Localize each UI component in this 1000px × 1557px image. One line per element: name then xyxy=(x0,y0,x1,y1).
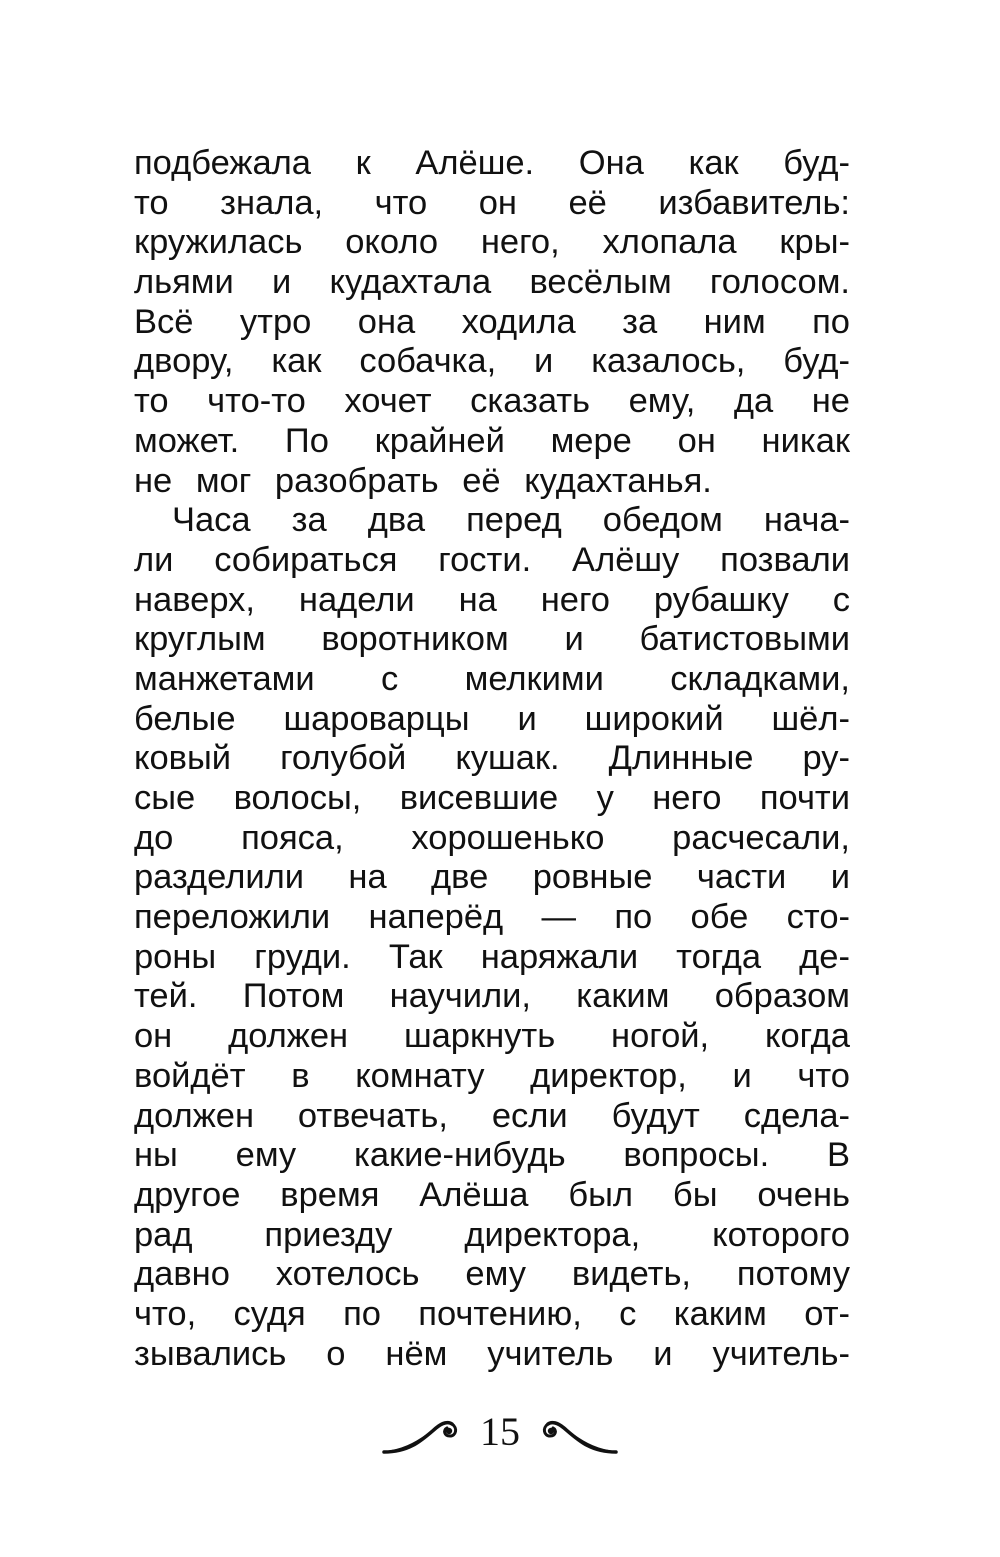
text-line: льями и кудахтала весёлым голосом. xyxy=(134,263,850,302)
text-line: переложили наперёд — по обе сто- xyxy=(134,898,850,937)
text-line: тей. Потом научили, каким образом xyxy=(134,977,850,1016)
text-line: рад приезду директора, которого xyxy=(134,1215,850,1254)
text-line: может. По крайней мере он никак xyxy=(134,421,850,460)
text-line: подбежала к Алёше. Она как буд- xyxy=(134,144,850,182)
text-line: ли собираться гости. Алёшу позвали xyxy=(134,540,850,579)
text-line: ны ему какие-нибудь вопросы. В xyxy=(134,1136,850,1175)
text-line: разделили на две ровные части и xyxy=(134,858,850,897)
text-line: ковый голубой кушак. Длинные ру- xyxy=(134,739,850,778)
text-line: до пояса, хорошенько расчесали, xyxy=(134,818,850,857)
text-line: другое время Алёша был бы очень xyxy=(134,1175,850,1214)
text-line: роны груди. Так наряжали тогда де- xyxy=(134,937,850,976)
text-line: Всё утро она ходила за ним по xyxy=(134,302,850,341)
text-line: кружилась около него, хлопала кры- xyxy=(134,223,850,262)
text-line: белые шароварцы и широкий шёл- xyxy=(134,699,850,738)
text-line: двору, как собачка, и казалось, буд- xyxy=(134,342,850,381)
text-line: манжетами с мелкими складками, xyxy=(134,659,850,698)
text-line: зывались о нём учитель и учитель- xyxy=(134,1334,850,1373)
text-line: то знала, что он её избавитель: xyxy=(134,183,850,222)
text-line: круглым воротником и батистовыми xyxy=(134,620,850,659)
text-line: что, судя по почтению, с каким от- xyxy=(134,1294,850,1333)
text-line: войдёт в комнату директор, и что xyxy=(134,1056,850,1095)
paragraph-first-line: Часа за два перед обедом нача- xyxy=(172,501,850,540)
page-number: 15 xyxy=(480,1409,520,1454)
paragraph-last-line: не мог разобрать её кудахтанья. xyxy=(134,461,712,500)
text-line: то что-то хочет сказать ему, да не xyxy=(134,382,850,421)
page-folio xyxy=(380,1400,620,1470)
text-line: давно хотелось ему видеть, потому xyxy=(134,1255,850,1294)
text-line: наверх, надели на него рубашку с xyxy=(134,580,850,619)
text-line: должен отвечать, если будут сдела- xyxy=(134,1096,850,1135)
text-line: он должен шаркнуть ногой, когда xyxy=(134,1017,850,1056)
text-line: сые волосы, висевшие у него почти xyxy=(134,779,850,817)
body-text xyxy=(134,144,850,1374)
